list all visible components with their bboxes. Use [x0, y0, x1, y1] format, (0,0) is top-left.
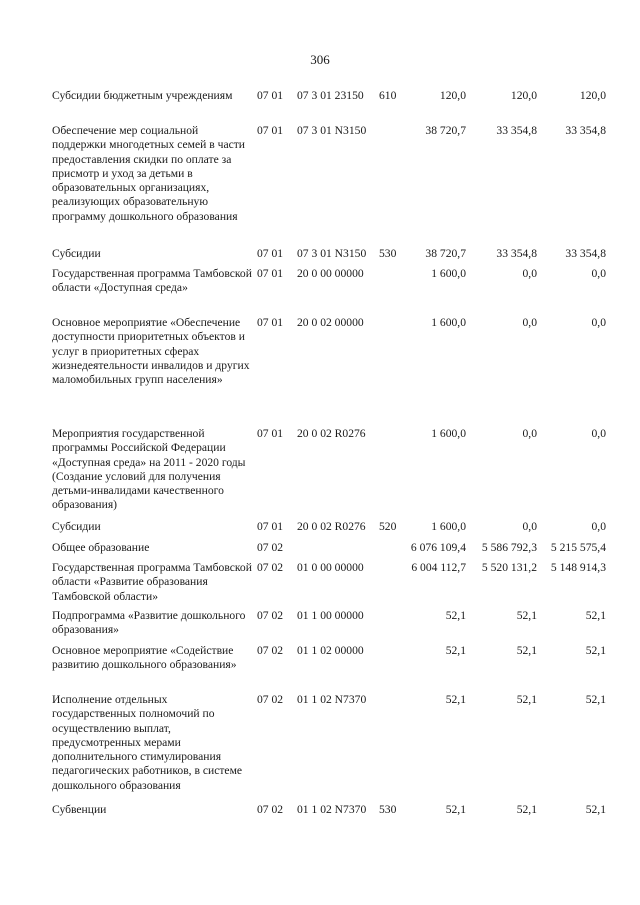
row-value-3: 52,1: [585, 644, 606, 657]
table-row: [0, 693, 640, 792]
row-value-2: 52,1: [516, 609, 537, 622]
table-row: [0, 89, 640, 102]
row-value-3: 52,1: [585, 693, 606, 706]
table-row: [0, 267, 640, 295]
row-value-1: 1 600,0: [431, 316, 466, 329]
row-name: Мероприятия государственной программы Российской Федерации «Доступная среда» на 2011 - 2020 годы (Создание условий для получения детьми-инвалидами качественного образования): [52, 427, 246, 512]
row-value-2: 52,1: [516, 644, 537, 657]
row-value-3: 5 148 914,3: [550, 561, 606, 574]
row-value-2: 0,0: [522, 520, 537, 533]
row-value-2: 120,0: [510, 89, 537, 102]
row-name: Исполнение отдельных государственных полномочий по осуществлению выплат, предусмотренных мерами дополнительного стимулирования педагогических работников, в системе дошкольного образования: [52, 693, 243, 792]
row-value-2: 0,0: [522, 267, 537, 280]
row-name: Субвенции: [52, 803, 107, 816]
row-name: Субсидии бюджетным учреждениям: [52, 89, 233, 102]
table-row: [0, 520, 640, 533]
row-vtype: 530: [379, 803, 397, 816]
row-value-2: 33 354,8: [496, 124, 537, 137]
row-value-1: 52,1: [445, 609, 466, 622]
row-name: Субсидии: [52, 247, 101, 260]
row-target: 07 3 01 N3150: [297, 124, 367, 137]
table-row: [0, 609, 640, 637]
row-value-1: 6 076 109,4: [410, 541, 466, 554]
row-section: 07 01: [257, 316, 284, 329]
row-value-3: 33 354,8: [565, 124, 606, 137]
row-section: 07 02: [257, 693, 284, 706]
row-value-1: 1 600,0: [431, 520, 466, 533]
row-name: Государственная программа Тамбовской области «Доступная среда»: [52, 267, 252, 295]
row-section: 07 01: [257, 247, 284, 260]
row-value-2: 0,0: [522, 316, 537, 329]
row-value-1: 6 004 112,7: [411, 561, 466, 574]
row-value-2: 33 354,8: [496, 247, 537, 260]
row-value-1: 38 720,7: [425, 124, 466, 137]
row-value-3: 0,0: [591, 316, 606, 329]
row-value-3: 5 215 575,4: [550, 541, 606, 554]
row-value-2: 5 586 792,3: [481, 541, 537, 554]
row-vtype: 610: [379, 89, 397, 102]
row-name: Обеспечение мер социальной поддержки многодетных семей в части предоставления скидки по оплате за присмотр и уход за детьми в образовательных организациях, реализующих образовательную программу дошкольного образования: [52, 124, 246, 223]
table-row: [0, 541, 640, 554]
row-name: Основное мероприятие «Обеспечение доступности приоритетных объектов и услуг в приоритетных сферах жизнедеятельности инвалидов и других маломобильных групп населения»: [52, 316, 250, 387]
row-name: Государственная программа Тамбовской области «Развитие образования Тамбовской области»: [52, 561, 252, 603]
table-row: [0, 427, 640, 512]
row-value-3: 33 354,8: [565, 247, 606, 260]
row-name: Основное мероприятие «Содействие развитию дошкольного образования»: [52, 644, 237, 672]
row-value-2: 52,1: [516, 803, 537, 816]
row-section: 07 02: [257, 561, 284, 574]
table-row: [0, 247, 640, 260]
row-target: 01 1 02 N7370: [297, 693, 367, 706]
row-value-1: 52,1: [445, 644, 466, 657]
row-section: 07 01: [257, 427, 284, 440]
row-value-2: 0,0: [522, 427, 537, 440]
row-value-3: 52,1: [585, 609, 606, 622]
row-value-1: 1 600,0: [431, 427, 466, 440]
row-section: 07 02: [257, 541, 284, 554]
row-target: 07 3 01 N3150: [297, 247, 367, 260]
table-row: [0, 561, 640, 603]
row-value-2: 5 520 131,2: [481, 561, 537, 574]
row-value-3: 52,1: [585, 803, 606, 816]
row-name: Общее образование: [52, 541, 150, 554]
row-section: 07 02: [257, 803, 284, 816]
row-section: 07 02: [257, 644, 284, 657]
row-value-1: 1 600,0: [431, 267, 466, 280]
row-section: 07 01: [257, 89, 284, 102]
row-name: Субсидии: [52, 520, 101, 533]
row-target: 01 1 02 00000: [297, 644, 364, 657]
row-vtype: 530: [379, 247, 397, 260]
row-value-3: 0,0: [591, 427, 606, 440]
table-row: [0, 316, 640, 387]
row-vtype: 520: [379, 520, 397, 533]
row-value-3: 120,0: [579, 89, 606, 102]
row-value-3: 0,0: [591, 267, 606, 280]
table-row: [0, 803, 640, 816]
row-value-1: 52,1: [445, 693, 466, 706]
row-section: 07 01: [257, 520, 284, 533]
row-target: 20 0 02 00000: [297, 316, 364, 329]
table-row: [0, 644, 640, 672]
table-row: [0, 124, 640, 223]
row-target: 07 3 01 23150: [297, 89, 364, 102]
row-target: 01 0 00 00000: [297, 561, 364, 574]
row-value-1: 38 720,7: [425, 247, 466, 260]
row-value-1: 52,1: [445, 803, 466, 816]
row-value-1: 120,0: [439, 89, 466, 102]
row-target: 20 0 02 R0276: [297, 427, 366, 440]
row-section: 07 01: [257, 267, 284, 280]
row-section: 07 01: [257, 124, 284, 137]
row-value-3: 0,0: [591, 520, 606, 533]
row-target: 20 0 00 00000: [297, 267, 364, 280]
row-value-2: 52,1: [516, 693, 537, 706]
row-section: 07 02: [257, 609, 284, 622]
row-target: 01 1 00 00000: [297, 609, 364, 622]
row-name: Подпрограмма «Развитие дошкольного образования»: [52, 609, 246, 637]
page-number: 306: [310, 52, 330, 67]
row-target: 20 0 02 R0276: [297, 520, 366, 533]
row-target: 01 1 02 N7370: [297, 803, 367, 816]
